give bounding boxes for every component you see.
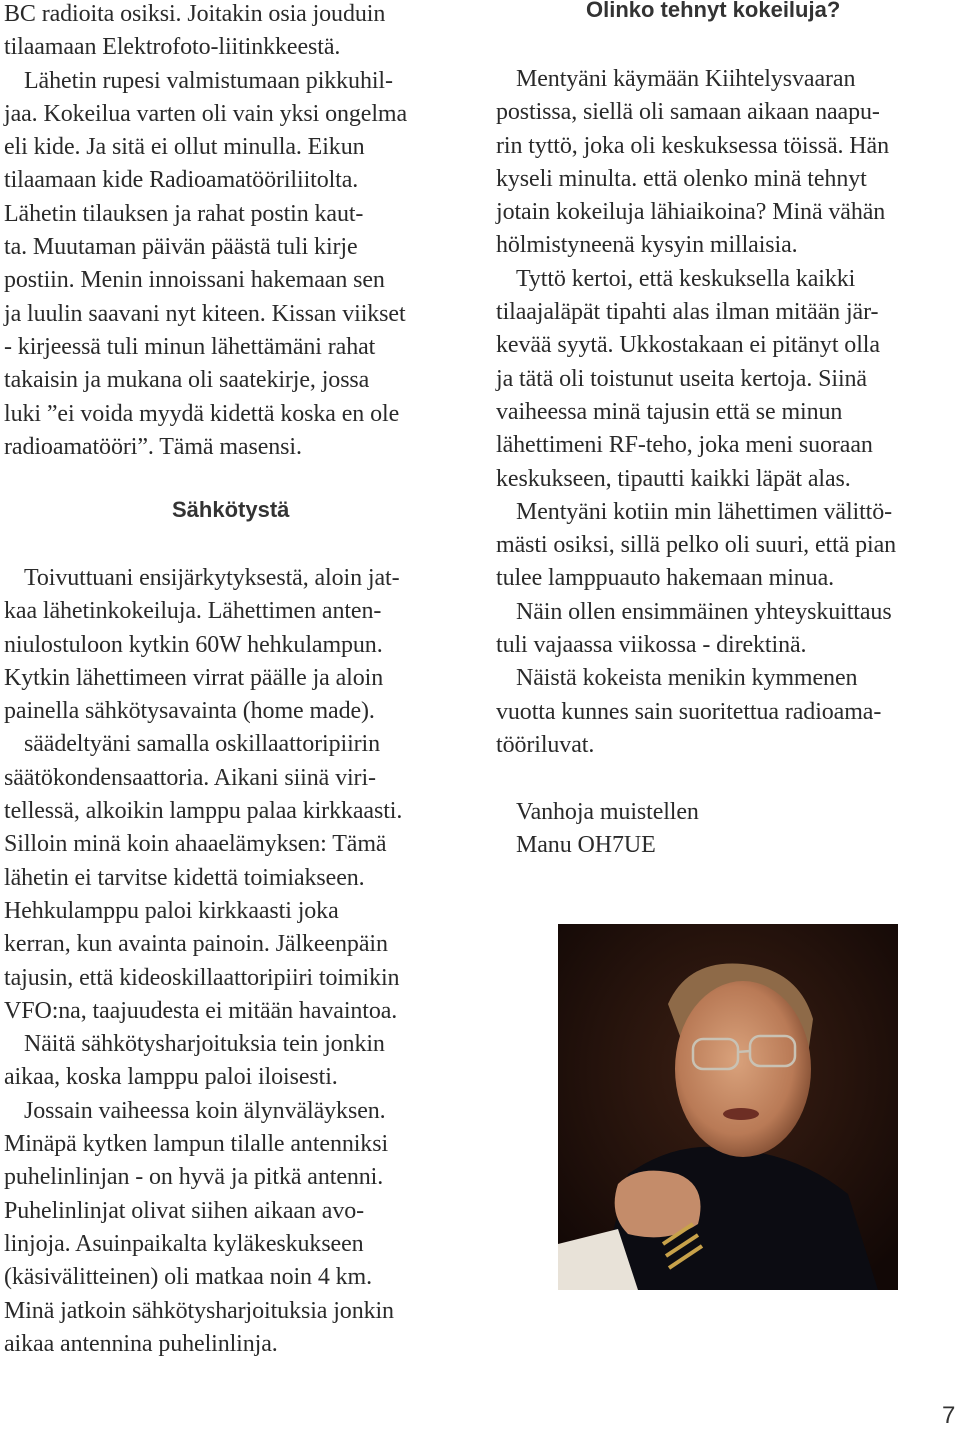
text-line: keskukseen, tipautti kaikki läpät alas. <box>496 465 851 492</box>
signature-line: Vanhoja muistellen <box>516 799 699 825</box>
text-line: ta. Muutaman päivän päästä tuli kirje <box>4 234 358 261</box>
text-line: ja tätä oli toistunut useita kertoja. Siinä <box>496 365 867 392</box>
text-line: tilaamaan kide Radioamatööriliitolta. <box>4 167 359 194</box>
signature <box>496 796 958 863</box>
text-line: takaisin ja mukana oli saatekirje, jossa <box>4 367 370 394</box>
text-line: BC radioita osiksi. Joitakin osia jouduin <box>4 1 386 27</box>
text-line: Mentyäni kotiin min lähettimen välittö- <box>516 498 893 525</box>
right-paragraphs <box>496 63 958 762</box>
text-line: kaa lähetinkokeiluja. Lähettimen anten- <box>4 598 382 625</box>
text-line: Puhelinlinjat olivat siihen aikaan avo- <box>4 1197 365 1224</box>
text-line: tulee lamppuauto hakemaan minua. <box>496 565 835 592</box>
section-heading-olinko-tehnyt-kokeiluja: Olinko tehnyt kokeiluja? <box>586 0 841 22</box>
text-line: vaiheessa minä tajusin että se minun <box>496 398 843 425</box>
text-line: Tyttö kertoi, että keskuksella kaikki <box>516 265 856 292</box>
text-line: Näistä kokeista menikin kymmenen <box>516 665 858 692</box>
text-line: kyseli minulta. että olenko minä tehnyt <box>496 165 867 192</box>
text-line: jaa. Kokeilua varten oli vain yksi ongelma <box>4 100 408 127</box>
text-line: Kytkin lähettimeen virrat päälle ja aloin <box>4 664 384 691</box>
text-line: hölmistyneenä kysyin millaisia. <box>496 232 798 259</box>
text-line: Minäpä kytken lampun tilalle antenniksi <box>4 1131 389 1158</box>
portrait-photo <box>558 924 898 1290</box>
text-line: niulostuloon kytkin 60W hehkulampun. <box>4 631 383 658</box>
signature-line: Manu OH7UE <box>516 832 656 859</box>
text-line: radioamatööri”. Tämä masensi. <box>4 433 302 460</box>
section-heading-sahkotysta: Sähkötystä <box>172 497 290 522</box>
text-line: linjoja. Asuinpaikalta kyläkeskukseen <box>4 1230 364 1257</box>
text-line: rin tyttö, joka oli keskuksessa töissä. Hän <box>496 132 889 159</box>
text-line: puhelinlinjan - on hyvä ja pitkä antenni. <box>4 1164 384 1191</box>
text-line: eli kide. Ja sitä ei ollut minulla. Eikun <box>4 134 365 161</box>
text-line: tajusin, että kideoskillaattoripiiri toimikin <box>4 964 400 991</box>
text-line: kevää syytä. Ukkostakaan ei pitänyt olla <box>496 332 880 359</box>
text-line: lähettimeni RF-teho, joka meni suoraan <box>496 432 873 459</box>
text-line: postissa, siellä oli samaan aikaan naapu- <box>496 99 880 126</box>
text-line: kerran, kun avainta painoin. Jälkeenpäin <box>4 931 388 958</box>
text-line: Minä jatkoin sähkötysharjoituksia jonkin <box>4 1297 394 1324</box>
text-line: Lähetin rupesi valmistumaan pikkuhil- <box>24 67 393 94</box>
text-line: tilaajaläpät tipahti alas ilman mitään jär- <box>496 299 879 326</box>
page-number: 7 <box>942 1402 956 1429</box>
text-line: tuli vajaassa viikossa - direktinä. <box>496 632 807 659</box>
text-line: postiin. Menin innoissani hakemaan sen <box>4 267 385 294</box>
text-line: - kirjeessä tuli minun lähettämäni rahat <box>4 333 376 360</box>
text-line: (käsivälitteinen) oli matkaa noin 4 km. <box>4 1264 373 1291</box>
text-line: Näitä sähkötysharjoituksia tein jonkin <box>24 1031 385 1058</box>
text-line: tööriluvat. <box>496 731 595 758</box>
text-line: aikaa, koska lamppu paloi iloisesti. <box>4 1064 338 1091</box>
text-line: ja luulin saavani nyt kiteen. Kissan viikset <box>4 300 406 327</box>
text-line: aikaa antennina puhelinlinja. <box>4 1330 278 1357</box>
text-line: Mentyäni käymään Kiihtelysvaaran <box>516 66 856 92</box>
text-line: Näin ollen ensimmäinen yhteyskuittaus <box>516 598 892 625</box>
text-line: Toivuttuani ensijärkytyksestä, aloin jat- <box>24 565 400 591</box>
text-line: säädeltyäni samalla oskillaattoripiirin <box>24 731 380 758</box>
text-line: tilaamaan Elektrofoto-liitinkkeestä. <box>4 34 341 61</box>
text-line: Lähetin tilauksen ja rahat postin kaut- <box>4 200 364 227</box>
text-line: Silloin minä koin ahaaelämyksen: Tämä <box>4 831 387 858</box>
left-paragraphs-1 <box>4 0 470 464</box>
text-line: VFO:na, taajuudesta ei mitään havaintoa. <box>4 997 398 1024</box>
text-line: luki ”ei voida myydä kidettä koska en ole <box>4 400 400 427</box>
text-line: Jossain vaiheessa koin älynväläyksen. <box>24 1097 386 1124</box>
text-line: painella sähkötysavainta (home made). <box>4 698 375 725</box>
text-line: lähetin ei tarvitse kidettä toimiakseen. <box>4 864 365 891</box>
left-paragraphs-2 <box>4 562 470 1361</box>
text-line: mästi osiksi, sillä pelko oli suuri, että pian <box>496 532 897 559</box>
text-line: tellessä, alkoikin lamppu palaa kirkkaasti. <box>4 798 403 825</box>
text-line: vuotta kunnes sain suoritettua radioama- <box>496 698 882 725</box>
text-line: jotain kokeiluja lähiaikoina? Minä vähän <box>496 199 886 226</box>
text-line: Hehkulamppu paloi kirkkaasti joka <box>4 897 339 924</box>
text-line: säätökondensaattoria. Aikani siinä viri- <box>4 764 376 791</box>
